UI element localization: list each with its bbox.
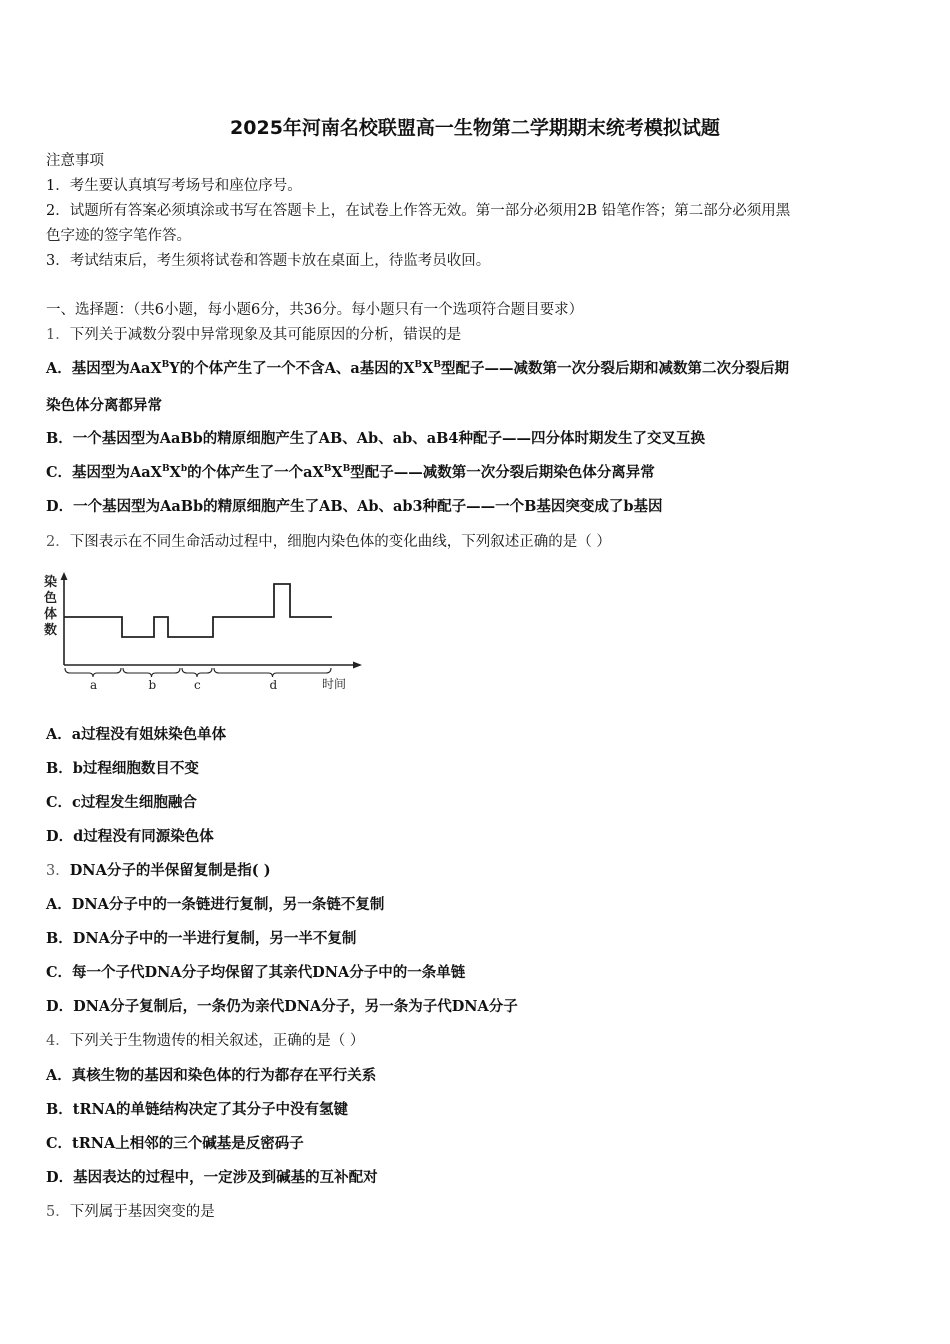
- question-number: 3．: [46, 863, 70, 879]
- question-4-option-c: C．tRNA上相邻的三个碱基是反密码子: [46, 1135, 304, 1152]
- segment-label: c: [194, 678, 201, 692]
- question-2-option-b: B．b过程细胞数目不变: [46, 760, 199, 777]
- question-4-stem: 4．下列关于生物遗传的相关叙述，正确的是（ ）: [46, 1033, 365, 1049]
- question-number: 4．: [46, 1033, 70, 1049]
- question-1-option-d: D．一个基因型为AaBb的精原细胞产生了AB、Ab、ab3种配子——一个B基因突变成了b基因: [46, 498, 663, 515]
- question-2-option-d: D．d过程没有同源染色体: [46, 828, 214, 845]
- segment-brace: [214, 668, 331, 677]
- question-3-stem: 3．DNA分子的半保留复制是指( ): [46, 862, 271, 879]
- question-1-option-a-continued: 染色体分离都异常: [46, 397, 162, 414]
- chromosome-curve: [64, 584, 332, 637]
- question-4-option-b: B．tRNA的单链结构决定了其分子中没有氢键: [46, 1101, 349, 1118]
- question-2-option-c: C．c过程发生细胞融合: [46, 794, 197, 811]
- question-1-stem: 1．下列关于减数分裂中异常现象及其可能原因的分析，错误的是: [46, 327, 462, 343]
- y-axis-label-char: 数: [44, 623, 58, 638]
- segment-label: a: [90, 678, 98, 692]
- y-axis-label: [44, 574, 57, 638]
- question-1-option-a: A．基因型为AaX$^B$Y的个体产生了一个不含A、a基因的$X^BX^B$型配子——减数第一次分裂后期和减数第二次分裂后期: [46, 360, 789, 377]
- segment-braces: [65, 668, 331, 677]
- question-number: 5．: [46, 1204, 70, 1220]
- segment-label: d: [269, 678, 278, 692]
- y-axis-label-char: 体: [44, 607, 58, 622]
- question-4-option-a: A．真核生物的基因和染色体的行为都存在平行关系: [46, 1067, 377, 1084]
- notice-item: 2．试题所有答案必须填涂或书写在答题卡上，在试卷上作答无效。第一部分必须用2B 铅笔作答；第二部分必须用黑: [46, 203, 791, 219]
- question-3-option-d: D．DNA分子复制后，一条仍为亲代DNA分子，另一条为子代DNA分子: [46, 998, 518, 1015]
- chromosome-chart: [42, 572, 362, 697]
- question-4-option-d: D．基因表达的过程中，一定涉及到碱基的互补配对: [46, 1169, 378, 1186]
- section-heading: 一、选择题：（共6小题，每小题6分，共36分。每小题只有一个选项符合题目要求）: [46, 302, 584, 318]
- notice-item: 3．考试结束后，考生须将试卷和答题卡放在桌面上，待监考员收回。: [46, 253, 491, 269]
- question-number: 1．: [46, 327, 70, 343]
- question-5-stem: 5．下列属于基因突变的是: [46, 1204, 215, 1220]
- segment-label: b: [148, 678, 157, 692]
- question-3-option-c: C．每一个子代DNA分子均保留了其亲代DNA分子中的一条单链: [46, 964, 466, 981]
- question-2-stem: 2．下图表示在不同生命活动过程中，细胞内染色体的变化曲线，下列叙述正确的是（ ）: [46, 534, 611, 550]
- question-number: 2．: [46, 534, 70, 550]
- y-axis-arrow: [61, 572, 68, 580]
- notice-item: 1．考生要认真填写考场号和座位序号。: [46, 178, 302, 194]
- question-1-option-b: B．一个基因型为AaBb的精原细胞产生了AB、Ab、ab、aB4种配子——四分体时期发生了交叉互换: [46, 430, 705, 447]
- segment-labels: [90, 678, 278, 692]
- segment-brace: [65, 668, 121, 677]
- question-1-option-c: C．基因型为$AaX^BX^b$的个体产生了一个$aX^BX^B$型配子——减数第一次分裂后期染色体分离异常: [46, 464, 655, 481]
- chromosome-curve-group: [64, 584, 332, 637]
- page-title: 2025年河南名校联盟高一生物第二学期期末统考模拟试题: [230, 117, 720, 139]
- question-3-option-a: A．DNA分子中的一条链进行复制，另一条链不复制: [46, 896, 385, 913]
- notice-heading: 注意事项: [46, 153, 104, 169]
- question-2-option-a: A．a过程没有姐妹染色单体: [46, 726, 227, 743]
- notice-item: 色字迹的签字笔作答。: [46, 228, 191, 244]
- x-axis-arrow: [353, 662, 362, 669]
- question-3-option-b: B．DNA分子中的一半进行复制，另一半不复制: [46, 930, 357, 947]
- segment-brace: [123, 668, 180, 677]
- y-axis-label-char: 染: [44, 575, 58, 590]
- segment-brace: [182, 668, 212, 677]
- y-axis-label-char: 色: [44, 591, 58, 606]
- x-axis-label: 时间: [322, 677, 347, 691]
